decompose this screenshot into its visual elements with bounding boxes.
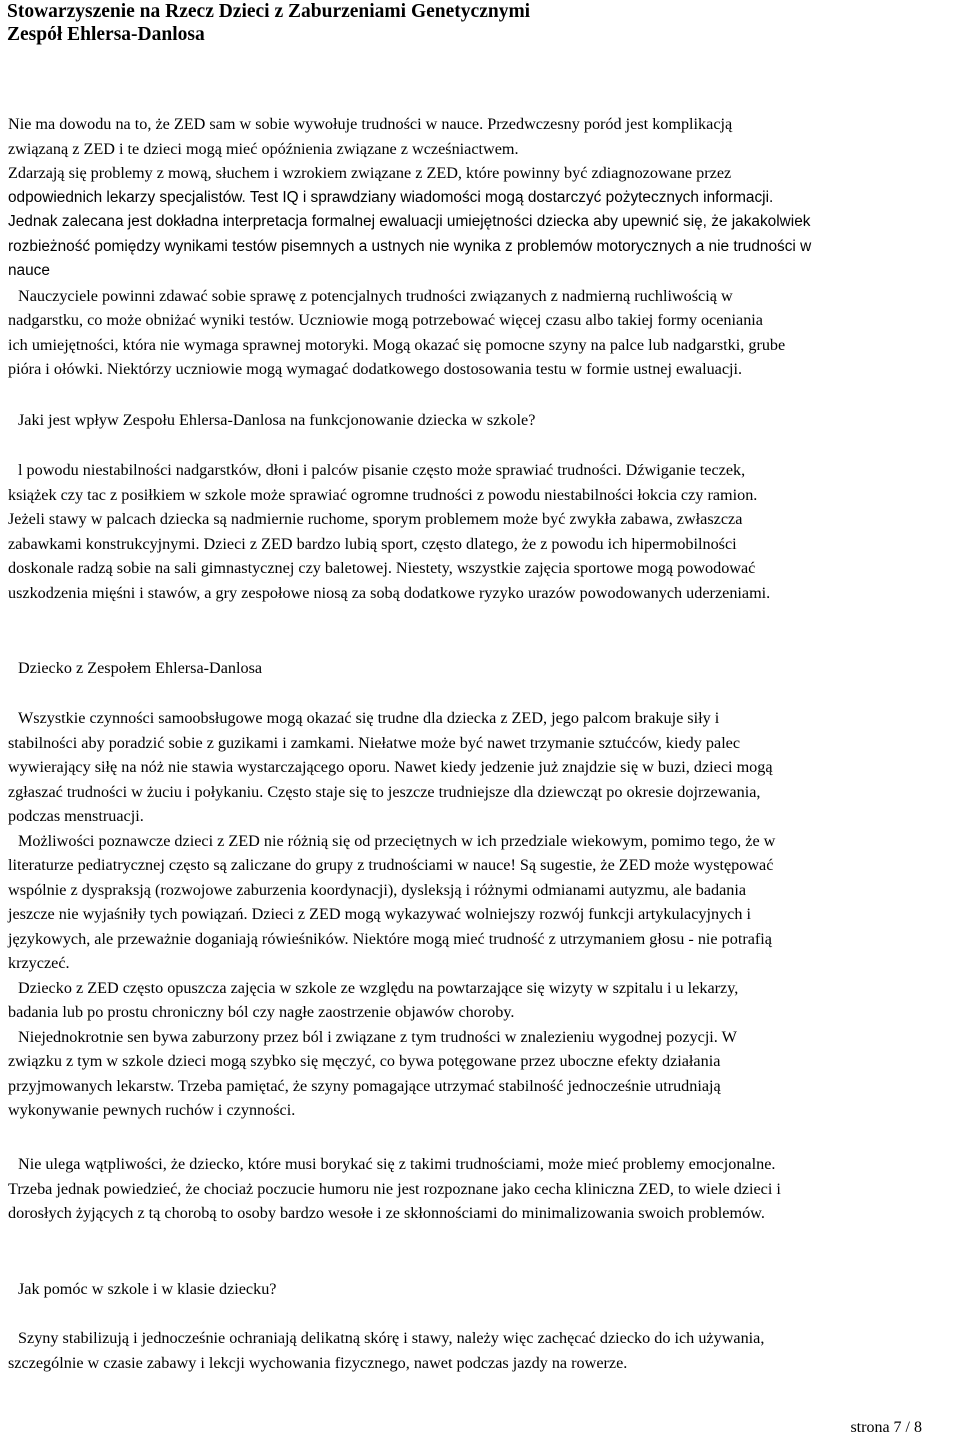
text-line: wspólnie z dyspraksją (rozwojowe zaburzenia koordynacji), dysleksją i różnymi odmianami autyzmu, ale badania [8, 880, 747, 899]
text-line: badania lub po prostu chroniczny ból czy nagłe zaostrzenie objawów choroby. [8, 1003, 515, 1021]
text-line: wykonywanie pewnych ruchów i czynności. [8, 1101, 296, 1119]
text-line: związku z tym w szkole dzieci mogą szybko się męczyć, co bywa potęgowane przez uboczne efekty działania [8, 1052, 721, 1070]
section-emotional [8, 1152, 958, 1226]
text-line: Nauczyciele powinni zdawać sobie sprawę z potencjalnych trudności związanych z nadmierną ruchliwością w [18, 286, 733, 305]
text-line: Możliwości poznawcze dzieci z ZED nie różnią się od przeciętnych w ich przedziale wiekowym, pomimo tego, że w [18, 831, 776, 850]
text-line: jeszcze nie wyjaśniły tych powiązań. Dzieci z ZED mogą wykazywać wolniejszy rozwój funkcji artykulacyjnych i [8, 905, 752, 923]
header-subtitle: Zespół Ehlersa-Danlosa [7, 24, 205, 45]
page-number: strona 7 / 8 [850, 1419, 922, 1436]
text-line: językowych, ale przeważnie doganiają rówieśników. Niektóre mogą mieć trudność z utrzymaniem głosu - nie potrafią [8, 929, 772, 948]
text-line: l powodu niestabilności nadgarstków, dłoni i palców pisanie często może sprawiać trudności. Dźwiganie teczek, [18, 461, 746, 479]
text-line: podczas menstruacji. [8, 807, 144, 825]
section-heading: Dziecko z Zespołem Ehlersa-Danlosa [18, 659, 263, 677]
text-line: książek czy tac z posiłkiem w szkole może sprawiać ogromne trudności z powodu niestabilności łokcia czy ramion. [8, 485, 758, 504]
text-line: wywierający siłę na nóż nie stawia wystarczającego oporu. Nawet kiedy jedzenie już znajdzie się w buzi, dzieci mogą [8, 758, 773, 776]
text-line: Niejednokrotnie sen bywa zaburzony przez ból i związane z tym trudności w znalezieniu wygodnej pozycji. W [18, 1027, 737, 1046]
text-line: przyjmowanych lekarstw. Trzeba pamiętać, że szyny pomagające utrzymać stabilność jednocześnie utrudniają [8, 1076, 721, 1095]
text-line: związaną z ZED i te dzieci mogą mieć opóźnienia związane z wcześniactwem. [8, 139, 519, 158]
text-line: literaturze pediatrycznej często są zaliczane do grupy z trudnościami w nauce! Są sugestie, że ZED może występować [8, 856, 774, 874]
text-line: Jednak zalecana jest dokładna interpretacja formalnej ewaluacji umiejętności dziecka aby upewnić się, że jakakolwiek [8, 213, 811, 230]
text-line: Jeżeli stawy w palcach dziecka są nadmiernie ruchome, sporym problemem może być zwykła zabawa, zwłaszcza [8, 510, 743, 528]
text-line: nauce [8, 262, 50, 279]
text-line: nadgarstku, co może obniżać wyniki testów. Uczniowie mogą potrzebować więcej czasu albo takiej formy oceniania [8, 311, 763, 329]
section-learning-paragraph [8, 112, 958, 382]
text-line: Nie ulega wątpliwości, że dziecko, które musi borykać się z takimi trudnościami, może mieć problemy emocjonalne. [18, 1155, 776, 1173]
text-line: dorosłych żyjących z tą chorobą to osoby bardzo wesołe i ze skłonnościami do minimalizowania swoich problemów. [8, 1204, 765, 1222]
text-line: doskonale radzą sobie na sali gimnastycznej czy baletowej. Niestety, wszystkie zajęcia sportowe mogą powodować [8, 559, 756, 577]
text-line: Szyny stabilizują i jednocześnie ochraniają delikatną skórę i stawy, należy więc zachęcać dziecko do ich używania, [18, 1329, 765, 1347]
section-heading: Jaki jest wpływ Zespołu Ehlersa-Danlosa na funkcjonowanie dziecka w szkole? [18, 411, 536, 429]
text-line: uszkodzenia mięśni i stawów, a gry zespołowe niosą za sobą dodatkowe ryzyko urazów powodowanych uderzeniami. [8, 583, 771, 602]
text-line: pióra i ołówki. Niektórzy uczniowie mogą wymagać dodatkowego dostosowania testu w formie ustnej ewaluacji. [8, 360, 743, 378]
text-line: Dziecko z ZED często opuszcza zajęcia w szkole ze względu na powtarzające się wizyty w szpitalu i u lekarzy, [18, 978, 739, 997]
header-title: Stowarzyszenie na Rzecz Dzieci z Zaburzeniami Genetycznymi [7, 1, 531, 22]
section-heading: Jak pomóc w szkole i w klasie dziecku? [18, 1280, 277, 1298]
section-school-functioning [8, 458, 958, 605]
text-line: odpowiednich lekarzy specjalistów. Test IQ i sprawdziany wiadomości mogą dostarczyć pożytecznych informacji. [8, 188, 774, 206]
text-line: Trzeba jednak powiedzieć, że chociaż poczucie humoru nie jest rozpoznane jako cecha kliniczna ZED, to wiele dzieci i [8, 1179, 781, 1198]
text-line: Zdarzają się problemy z mową, słuchem i wzrokiem związane z ZED, które powinny być zdiagnozowane przez [8, 164, 732, 182]
text-line: ich umiejętności, która nie wymaga sprawnej motoryki. Mogą okazać się pomocne szyny na palce lub nadgarstki, grube [8, 335, 786, 354]
text-line: Wszystkie czynności samoobsługowe mogą okazać się trudne dla dziecka z ZED, jego palcom brakuje siły i [18, 709, 720, 727]
text-line: Nie ma dowodu na to, że ZED sam w sobie wywołuje trudności w nauce. Przedwczesny poród jest komplikacją [8, 115, 733, 133]
text-line: zabawkami konstrukcyjnymi. Dzieci z ZED bardzo lubią sport, często dlatego, że z powodu ich hipermobilności [8, 534, 737, 553]
text-line: stabilności aby poradzić sobie z guzikami i zamkami. Niełatwe może być nawet trzymanie sztućców, kiedy palec [8, 733, 741, 752]
text-line: krzyczeć. [8, 954, 70, 972]
text-line: zgłaszać trudności w żuciu i połykaniu. Często staje się to jeszcze trudniejsze dla dziewcząt po okresie dojrzewania, [8, 782, 761, 801]
section-child-with-eds [8, 706, 958, 1123]
text-line: rozbieżność pomiędzy wynikami testów pisemnych a ustnych nie wynika z problemów motorycznych a nie trudności w [8, 237, 812, 255]
text-line: szczególnie w czasie zabawy i lekcji wychowania fizycznego, nawet podczas jazdy na rowerze. [8, 1353, 628, 1372]
section-how-to-help [8, 1326, 958, 1375]
